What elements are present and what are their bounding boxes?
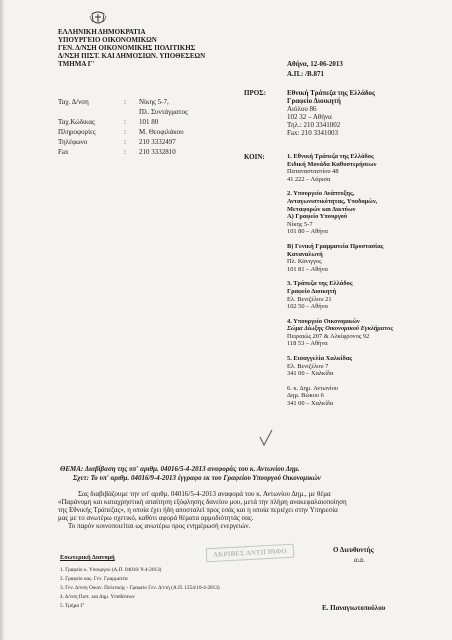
cc-plain-line: 341 00 – Χαλκίδα xyxy=(287,370,334,378)
stamp-text: ΑΚΡΙΒΕΣ ΑΝΤΙΓΡΑΦΟ xyxy=(212,547,287,559)
contact-label: Τηλέφωνο xyxy=(58,138,88,146)
greek-coat-of-arms-emblem xyxy=(88,8,108,26)
cc-entry xyxy=(287,355,393,378)
to-line: 102 32 – Αθήνα xyxy=(287,113,332,121)
contact-block xyxy=(58,98,188,158)
cc-plain-line: 101 81 – Αθήνα xyxy=(287,265,328,273)
org-line: ΤΜΗΜΑ Γ' xyxy=(58,60,95,68)
certified-copy-stamp xyxy=(206,544,294,563)
scan-left-edge xyxy=(0,0,5,640)
cc-bold-line: 5. Εισαγγελία Χαλκίδας xyxy=(287,355,353,363)
contact-label: Fax xyxy=(58,148,69,156)
internal-distribution-heading: Εσωτερική Διανομή xyxy=(60,554,115,561)
cc-plain-line: 102 50 – Αθήνα xyxy=(287,303,328,311)
cc-bold-line: 4. Υπουργείο Οικονομικών xyxy=(287,317,360,325)
cc-block xyxy=(287,153,393,408)
contact-value: 210 3332497 xyxy=(139,138,176,146)
cc-plain-line: Δημ. Βώκου 6 xyxy=(287,392,324,400)
internal-item: 1. Γραφείο κ. Υπουργού (Α.Π. 04016/ 9-4-2013) xyxy=(60,567,162,573)
cc-bold-line: 1. Εθνική Τράπεζα της Ελλάδος xyxy=(287,153,374,160)
signature-aa: α.α. xyxy=(354,556,365,564)
contact-label: Ταχ. Δ/νση xyxy=(58,98,89,106)
cc-bold-line: Σώμα Δίωξης Οικονομικού Εγκλήματος xyxy=(287,325,394,333)
org-line: ΕΛΛΗΝΙΚΗ ΔΗΜΟΚΡΑΤΙΑ xyxy=(58,28,146,36)
contact-row: Πληροφορίες : Μ. Θεοφιλάκου xyxy=(58,128,184,136)
contact-value: 101 80 xyxy=(139,118,159,126)
reference-label: Σχετ: xyxy=(73,474,89,482)
body-line: «Παράνομη και καταχρηστική απαίτηση εξόφλησης δανείου μου, μετά την πλήρη ανακεφαλαιοποίηση xyxy=(58,498,347,506)
org-line: ΓΕΝ. Δ/ΝΣΗ ΟΙΚΟΝΟΜΙΚΗΣ ΠΟΛΙΤΙΚΗΣ xyxy=(58,44,196,52)
reference-line xyxy=(73,474,321,482)
cc-bold-line: 2. Υπουργείο Ανάπτυξης, xyxy=(287,190,355,198)
cc-label: ΚΟΙΝ: xyxy=(244,153,265,161)
cc-entry xyxy=(287,318,393,348)
org-line: ΥΠΟΥΡΓΕΙΟ ΟΙΚΟΝΟΜΙΚΩΝ xyxy=(58,36,157,44)
body-line: μας με το ανωτέρω σχετικό, καθότι αφορά θέματα αρμοδιότητάς σας. xyxy=(58,514,254,522)
body-line: Σας διαβιβάζουμε την υπ' αριθμ. 04016/5-4-2013 αναφορά του κ. Αντωνίου Δημ., με θέμα xyxy=(78,490,331,498)
cc-bold-line: Β) Γενική Γραμματεία Προστασίας xyxy=(287,242,384,250)
reference-text: Το υπ' αριθμ. 04016/9-4-2013 έγγραφο εκ του Γραφείου Υπουργού Οικονομικών xyxy=(90,474,321,482)
contact-label: Πληροφορίες xyxy=(58,128,96,136)
subject-label: ΘΕΜΑ: xyxy=(60,465,84,473)
cc-plain-line: 101 80 – Αθήνα xyxy=(287,228,328,236)
contact-label: Ταχ.Κώδικας xyxy=(58,118,95,126)
contact-value: Μ. Θεοφιλάκου xyxy=(139,128,184,136)
contact-row xyxy=(58,108,188,118)
protocol-number: Α.Π.: /Β.871 xyxy=(287,70,324,78)
cc-bold-line: Α) Γραφείο Υπουργού xyxy=(287,213,348,221)
cc-plain-line: Πατανασταστίου 48 xyxy=(287,168,339,176)
to-line: Γραφείο Διοικητή xyxy=(287,97,341,105)
org-header xyxy=(58,28,205,68)
contact-value: Πλ. Συντάγματος xyxy=(139,108,188,116)
cc-plain-line: Ελ. Βενιζέλου 21 xyxy=(287,295,332,303)
place-date: Αθήνα, 12-06-2013 xyxy=(287,60,343,68)
body-text xyxy=(58,490,347,530)
internal-item: 3. Γεν. Δ/νση Οικον. Πολιτικής - Γραφείο Γεν. Δ/ντή (Α.Π. 1254/10-4-2013) xyxy=(60,585,220,591)
internal-item: 5. Τμήμα Γ' xyxy=(60,603,85,609)
contact-row: Τηλέφωνο : 210 3332497 xyxy=(58,138,176,146)
cc-plain-line: 118 53 – Αθήνα xyxy=(287,340,328,348)
cc-plain-line: 341 00 – Χαλκίδα xyxy=(287,400,334,408)
to-block xyxy=(287,89,375,137)
to-label: ΠΡΟΣ: xyxy=(244,89,267,97)
subject-text: Διαβίβαση της υπ' αριθμ. 04016/5-4-2013 αναφοράς του κ. Αντωνίου Δημ. xyxy=(84,465,300,473)
signature-title: Ο Διευθυντής xyxy=(333,546,374,554)
cc-plain-line: 41 222 – Λάρισα xyxy=(287,175,331,183)
internal-item: 2. Γραφείο κας. Γεν. Γραμματέα xyxy=(60,576,128,582)
cc-bold-line: Ανταγωνιστικότητας, Υποδομών, xyxy=(287,197,378,205)
contact-value: Νίκης 5-7, xyxy=(139,98,169,106)
body-line: της Εθνικής Τράπεζας», η οποία έχει ήδη αποσταλεί προς εσάς και η οποία περιέχει στην Υπηρεσία xyxy=(58,506,338,514)
internal-distribution-list xyxy=(60,566,220,611)
org-line: Δ/ΝΣΗ ΠΙΣΤ. ΚΑΙ ΔΗΜΟΣΙΩΝ. ΥΠΟΘΕΣΕΩΝ xyxy=(58,52,206,60)
contact-row: Ταχ. Δ/νση : Νίκης 5-7, xyxy=(58,98,169,106)
internal-item: 4. Δ/νση Πιστ. και Δημ. Υποθέσεων xyxy=(60,594,135,600)
to-line: Fax: 210 3341003 xyxy=(287,129,338,137)
cc-plain-line: Νίκης 5-7 xyxy=(287,220,313,228)
cc-entry xyxy=(287,243,393,273)
contact-row: Ταχ.Κώδικας : 101 80 xyxy=(58,118,159,126)
cc-bold-line: Καταναλωτή xyxy=(287,250,323,258)
cc-plain-line: Πλ. Κάνιγγος xyxy=(287,258,322,266)
body-line: Το παρόν κοινοποιείται ως ανωτέρω προς ενημέρωσή ενεργειών. xyxy=(68,522,251,530)
cc-bold-line: 3. Τράπεζα της Ελλάδος xyxy=(287,280,353,288)
to-line: Αιόλου 86 xyxy=(287,105,317,113)
cc-entry xyxy=(287,190,393,236)
cc-bold-line: Γραφείο Διοικητή xyxy=(287,287,337,295)
cc-plain-line: Πειραιώς 207 & Αλκίφρονος 92 xyxy=(287,332,370,340)
cc-bold-line: Μεταφορών και Δικτύων xyxy=(287,205,356,213)
cc-entry xyxy=(287,280,393,310)
contact-row: Fax : 210 3332810 xyxy=(58,148,176,156)
cc-plain-line: Ελ. Βενιζέλου 7 xyxy=(287,362,329,370)
cc-entry xyxy=(287,153,393,183)
to-line: Τηλ.: 210 3341002 xyxy=(287,121,341,129)
subject-line xyxy=(60,465,299,473)
cc-bold-line: Ειδική Μονάδα Καθυστερήσεων xyxy=(287,160,377,168)
to-line: Εθνική Τράπεζα της Ελλάδος xyxy=(287,89,376,97)
cc-entry xyxy=(287,385,393,408)
contact-value: 210 3332810 xyxy=(139,148,176,156)
signature-name: Ε. Παναγιωτοπούλου xyxy=(322,604,386,612)
handwritten-check-mark-icon xyxy=(258,428,274,448)
cc-plain-line: 6. κ. Δημ. Αντωνίου xyxy=(287,384,338,392)
